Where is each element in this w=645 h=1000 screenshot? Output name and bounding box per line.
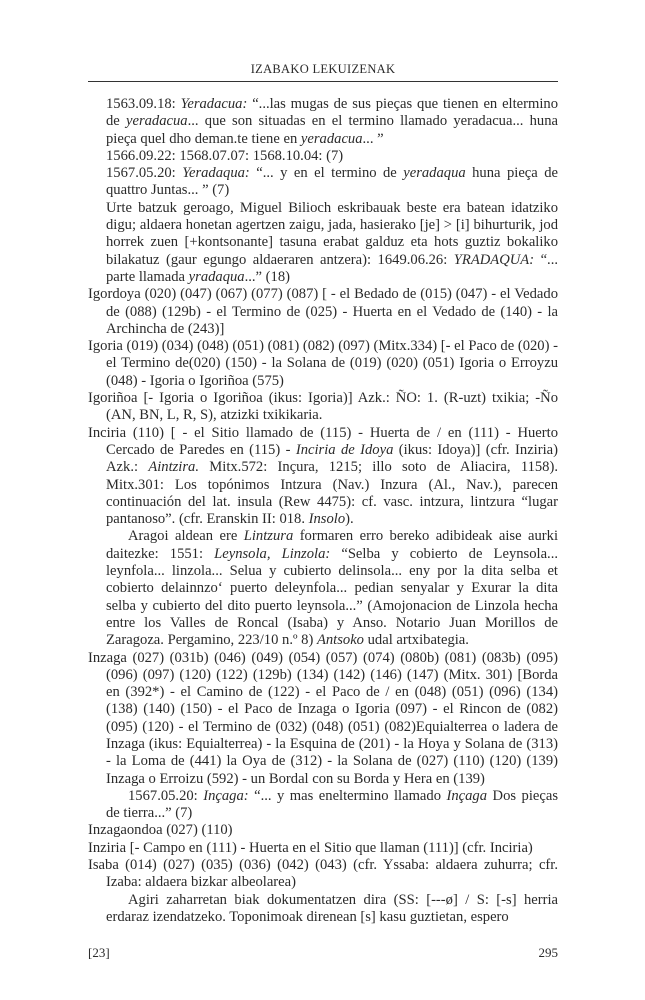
text-run: “...las mugas de sus pieças que tienen en eltermino de: [106, 96, 558, 130]
text-run: Inzagaondoa (027) (110): [88, 822, 233, 839]
page-number: 295: [538, 945, 558, 960]
paragraph: [106, 200, 558, 286]
body-text: [88, 96, 558, 926]
text-run: Aragoi aldean ere: [128, 528, 244, 545]
italic-term: Insolo: [308, 511, 346, 528]
italic-term: Inçaga: [446, 787, 488, 804]
paragraph: [106, 788, 558, 823]
paragraph: [106, 892, 558, 927]
paragraph: [106, 148, 558, 165]
text-run: 1563.09.18:: [106, 96, 181, 112]
italic-term: Antsoko: [316, 632, 364, 649]
text-run: “... y en el termino de: [249, 165, 404, 182]
italic-term: Yeradacua:: [180, 96, 248, 112]
text-run: “Selba y cobierto de Leynsola... leynfola... linzola... Selua y cubierto delinsola... eny por la dita selba et cobierto delainnzo‘ puerto deleynfola... pedian senyalar y Exurar la dita selba y cubierto del dito puerto leynsola...” (Amojonacion de Linzola hecha entre los Valles de Roncal (Isaba) y Anso. Notario Juan Morillos de Zaragoza. Pergamino, 223/10 n.º 8): [106, 545, 558, 649]
italic-term: Aintzira.: [148, 459, 199, 476]
text-run: “... y mas eneltermino llamado: [248, 787, 447, 804]
paragraph: [106, 96, 558, 148]
header-rule: [88, 81, 558, 82]
text-run: huna pieça de quattro Juntas... ” (7): [106, 165, 559, 199]
dictionary-entry: [88, 338, 558, 390]
text-run: Agiri zaharretan biak dokumentatzen dira (SS: [---ø] / S: [-s] herria erdaraz izendatzeko. Toponimoak direnean [s] kasu guztietan, espero: [106, 891, 558, 925]
text-run: 1567.05.20:: [106, 165, 183, 182]
dictionary-entry: [88, 857, 558, 892]
paragraph: [106, 528, 558, 649]
text-run: 1566.09.22: 1568.07.07: 1568.10.04: (7): [106, 147, 344, 164]
text-run: (ikus: Idoya)] (cfr. Inziria) Azk.:: [106, 441, 558, 476]
text-run: 1567.05.20:: [128, 787, 204, 804]
text-run: ... ”: [362, 130, 384, 147]
paragraph: [106, 165, 558, 200]
text-run: udal artxibategia.: [363, 632, 469, 649]
italic-term: Inçaga:: [203, 787, 249, 804]
dictionary-entry: [88, 286, 558, 338]
text-run: Dos pieças de tierra...” (7): [106, 787, 558, 822]
dictionary-entry: [88, 839, 558, 857]
italic-term: Yeradaqua:: [182, 165, 250, 182]
italic-term: YRADAQUA:: [453, 251, 535, 268]
text-run: Igoria (019) (034) (048) (051) (081) (082) (097) (Mitx.334) [- el Paco de (020) - el Termino de(020) (150) - la Solana de (019) (020) (051) Igoria o Erroyzu (048) - Igoria o Igoriñoa (575): [88, 338, 558, 389]
dictionary-entry: [88, 424, 558, 529]
text-run: ... que son situadas en el termino llamado yeradacua... huna pieça quel dho deman.te tiene en: [106, 113, 558, 147]
section-marker: [23]: [88, 945, 110, 960]
dictionary-entry: [88, 649, 558, 788]
text-run: ...” (18): [244, 268, 290, 285]
running-head: IZABAKO LEKUIZENAK: [250, 62, 396, 76]
italic-term: Leynsola, Linzola:: [214, 545, 331, 562]
italic-term: yeradacua: [300, 130, 363, 147]
dictionary-entry: [88, 390, 558, 425]
text-run: Inzaga (027) (031b) (046) (049) (054) (057) (074) (080b) (081) (083b) (095) (096) (097) (120) (122) (129b) (134) (142) (146) (147) (Mitx. 301) [Borda en (392*) - el Camino de (122) - el Paco de / en (048) (051) (096) (134) (138) (140) (150) - el Paco de Inzaga o Igoria (097) - el Rincon de (082) (095) (120) - el Termino de (032) (048) (051) (082)Equialterrea o ladera de Inzaga (ikus: Equialterrea) - la Esquina de (201) - la Hoya y Solana de (313) - la Loma de (441) la Oya de (312) - la Solana de (027) (110) (120) (139) Inzaga o Erroizu (592) - un Bordal con su Borda y Hera en (139): [88, 649, 558, 787]
italic-term: yeradaqua: [403, 165, 466, 182]
text-run: Igordoya (020) (047) (067) (077) (087) [ - el Bedado de (015) (047) - el Vedado de (088) (129b) - el Termino de (025) - Huerta en el Vedado de (140) - la Archincha de (243)]: [88, 286, 558, 337]
italic-term: Inciria de Idoya: [295, 441, 394, 458]
text-run: Inziria [- Campo en (111) - Huerta en el Sitio que llaman (111)] (cfr. Inciria): [88, 839, 533, 856]
italic-term: Lintzura: [243, 528, 294, 545]
text-run: Urte batzuk geroago, Miguel Bilioch eskribauak beste era batean idatziko digu; aldaera honetan agertzen zaigu, jada, hasierako [je] > [i] bihurturik, jod horrek zuen [+kontsonante] tasuna erabat galduz eta hots guztiz bokaliko bilakatuz (gaur egungo aldaeraren antzera): 1649.06.26:: [106, 199, 558, 268]
italic-term: yeradacua: [126, 113, 188, 130]
text-run: Mitx.572: Inçura, 1215; illo soto de Aliacira, 1158). Mitx.301: Los topónimos Intzura (Nav.) Inzura (Al., Nav.), parecen continuación del lat. insula (Rew 4475): cf. vasc. intzura, lintzura “lugar pantanoso”. (cfr. Eranskin II: 018.: [106, 459, 558, 528]
page-footer: [88, 945, 558, 961]
text-run: “... parte llamada: [106, 251, 558, 285]
text-run: Inciria (110) [ - el Sitio llamado de (115) - Huerta de / en (111) - Huerto Cercado de Paredes en (115) -: [88, 424, 558, 458]
italic-term: yradaqua: [188, 268, 245, 285]
dictionary-entry: [88, 822, 558, 839]
text-run: ).: [345, 511, 354, 528]
text-run: Igoriñoa [- Igoria o Igoriñoa (ikus: Igoria)] Azk.: ÑO: 1. (R-uzt) txikia; -Ño (AN, BN, L, R, S), atzizki txikikaria.: [88, 390, 558, 424]
text-run: Isaba (014) (027) (035) (036) (042) (043) (cfr. Yssaba: aldaera zuhurra; cfr. Izaba: aldaera bizkar albeolarea): [88, 857, 558, 891]
text-run: formaren erro bereko adibideak aise aurki daitezke: 1551:: [106, 528, 558, 562]
